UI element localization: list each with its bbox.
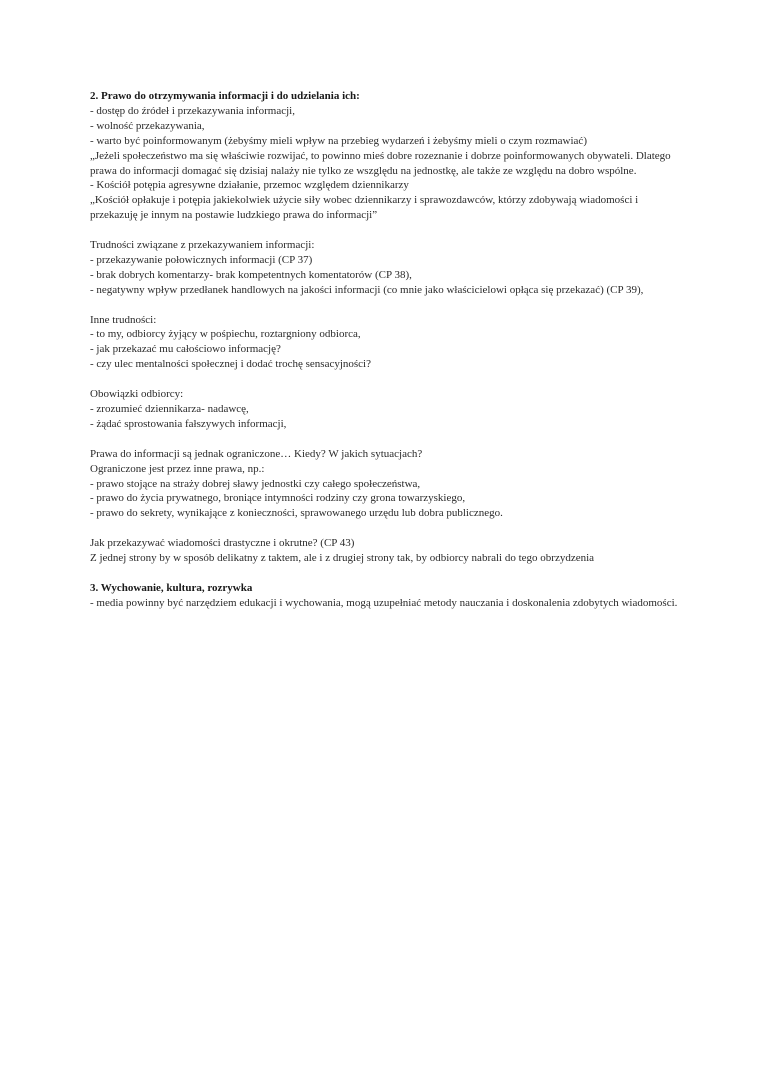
section-2-church-line: - Kościół potępia agresywne działanie, przemoc względem dziennikarzy xyxy=(90,179,409,192)
limits-intro: Ograniczone jest przez inne prawa, np.: xyxy=(90,462,265,475)
section-2-quote-2: „Kościół opłakuje i potępia jakiekolwiek użycie siły wobec dziennikarzy i sprawozdawców, którzy zdobywają wiadomości i przekazuję je innym na postawie ludzkiego prawa do informacji” xyxy=(90,194,639,222)
section-2-quote-1: „Jeżeli społeczeństwo ma się właściwie rozwijać, to powinno mieś dobre rozeznanie i dobrze poinformowanych obywateli. Dlatego prawa do informacji domagać się dzisiaj nalaży nie tylko ze wszględu na jednostkę, ale także ze względu na dobro wspólne. xyxy=(90,149,671,177)
section-3-heading: 3. Wychowanie, kultura, rozrywka xyxy=(90,581,253,594)
section-2-line-3: - warto być poinformowanym (żebyśmy mieli wpływ na przebieg wydarzeń i żebyśmy mieli o czym rozmawiać) xyxy=(90,134,587,147)
spacer xyxy=(90,432,690,447)
section-2-line-2: - wolność przekazywania, xyxy=(90,119,205,132)
drastic-answer: Z jednej strony by w sposób delikatny z taktem, ale i z drugiej strony tak, by odbiorcy nabrali do tego obrzydzenia xyxy=(90,552,595,565)
duties-item-2: - żądać sprostowania fałszywych informacji, xyxy=(90,417,287,430)
limits-question: Prawa do informacji są jednak ograniczone… Kiedy? W jakich sytuacjach? xyxy=(90,447,423,460)
difficulties-item-3: - negatywny wpływ przedłanek handlowych na jakości informacji (co mnie jako właścicielowi opłąca się przekazać) (CP 39), xyxy=(90,283,644,296)
section-3-text: - media powinny być narzędziem edukacji i wychowania, mogą uzupełniać metody nauczania i doskonalenia zdobytych wiadomości. xyxy=(90,596,678,609)
spacer xyxy=(90,298,690,313)
other-difficulties-item-2: - jak przekazać mu całościowo informację? xyxy=(90,343,281,356)
spacer xyxy=(90,372,690,387)
spacer xyxy=(90,223,690,238)
document-page xyxy=(90,89,690,611)
limits-item-3: - prawo do sekrety, wynikające z konieczności, sprawowanego urzędu lub dobra publicznego. xyxy=(90,507,503,520)
limits-item-1: - prawo stojące na straży dobrej sławy jednostki czy całego społeczeństwa, xyxy=(90,477,421,490)
limits-item-2: - prawo do życia prywatnego, broniące intymności rodziny czy grona towarzyskiego, xyxy=(90,492,466,505)
spacer xyxy=(90,521,690,536)
other-difficulties-item-1: - to my, odbiorcy żyjący w pośpiechu, roztargniony odbiorca, xyxy=(90,328,361,341)
section-2-line-1: - dostęp do źródeł i przekazywania informacji, xyxy=(90,104,295,117)
duties-title: Obowiązki odbiorcy: xyxy=(90,388,184,401)
difficulties-title: Trudności związane z przekazywaniem informacji: xyxy=(90,239,315,252)
duties-item-1: - zrozumieć dziennikarza- nadawcę, xyxy=(90,402,249,415)
spacer xyxy=(90,566,690,581)
difficulties-item-2: - brak dobrych komentarzy- brak kompetentnych komentatorów (CP 38), xyxy=(90,268,412,281)
other-difficulties-item-3: - czy ulec mentalności społecznej i dodać trochę sensacyjności? xyxy=(90,358,371,371)
section-2-heading: 2. Prawo do otrzymywania informacji i do udzielania ich: xyxy=(90,90,360,102)
other-difficulties-title: Inne trudności: xyxy=(90,313,157,326)
drastic-question: Jak przekazywać wiadomości drastyczne i okrutne? (CP 43) xyxy=(90,537,355,550)
difficulties-item-1: - przekazywanie połowicznych informacji (CP 37) xyxy=(90,253,313,266)
